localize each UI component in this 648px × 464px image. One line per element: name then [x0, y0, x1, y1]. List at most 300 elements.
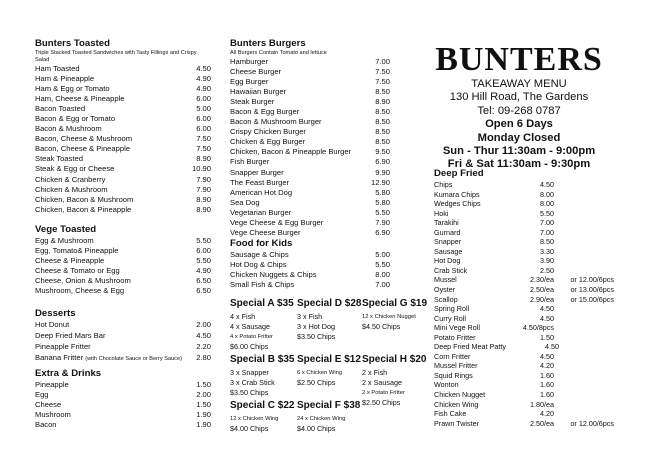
menu-item [35, 353, 211, 364]
menu-item [35, 94, 211, 104]
desserts-title: Desserts [35, 308, 76, 319]
item-name: Fish Burger [230, 157, 270, 167]
special-line: 12 x Chicken Nugget [362, 314, 416, 320]
item-price: 4.20 [540, 409, 554, 419]
item-name: Potato Fritter [434, 332, 476, 342]
item-price [554, 218, 614, 228]
item-name: Mini Vege Roll [434, 323, 480, 333]
menu-item [230, 218, 390, 228]
item-price: 8.50 [375, 127, 390, 137]
item-name: Cheese & Tomato or Egg [35, 266, 120, 276]
menu-item [35, 410, 211, 420]
special-line: $4.00 Chips [230, 424, 269, 433]
item-price: 6.90 [375, 227, 390, 237]
brand-logo: BUNTERS [435, 41, 603, 78]
menu-item [35, 144, 211, 154]
special-d-title: Special D $28 [297, 298, 362, 309]
item-price [554, 247, 614, 257]
item-price: 6.90 [375, 157, 390, 167]
special-b-title: Special B $35 [230, 354, 295, 365]
menu-subtitle: TAKEAWAY MENU [471, 78, 567, 90]
item-price: 1.60 [540, 370, 554, 380]
special-d [297, 298, 361, 342]
desserts-list [35, 320, 211, 364]
item-name: Deep Fried Meat Patty [434, 342, 506, 352]
hours-fri-sat: Fri & Sat 11:30am - 9:30pm [447, 158, 591, 171]
item-name: Ham & Pineapple [35, 74, 95, 84]
item-name: Wedges Chips [434, 199, 481, 209]
item-name: Spring Roll [434, 304, 470, 314]
special-line: 6 x Chicken Wing [297, 370, 343, 376]
item-name: Squid Rings [434, 370, 473, 380]
item-name: Pineapple [35, 380, 69, 389]
item-price: 5.50 [196, 236, 211, 245]
item-name: Steak Toasted [35, 154, 83, 164]
item-price [554, 237, 614, 247]
menu-item [434, 209, 614, 219]
item-name: Scallop [434, 294, 458, 304]
extras-section [35, 368, 211, 430]
special-g-title: Special G $19 [362, 298, 428, 309]
item-price: 7.90 [196, 174, 211, 184]
item-name: Ham & Egg or Tomato [35, 84, 110, 94]
item-name: Oyster [434, 285, 456, 295]
item-name: Wonton [434, 380, 459, 390]
item-price: 8.00 [540, 199, 554, 209]
item-name: Kumara Chips [434, 189, 480, 199]
item-price: 2.90/ea [530, 294, 554, 304]
item-name: Mushroom, Cheese & Egg [35, 286, 125, 296]
item-name: Ham, Cheese & Pineapple [35, 94, 125, 104]
item-name: Egg [35, 390, 49, 400]
item-name: Hawaiian Burger [230, 87, 287, 97]
menu-item [35, 420, 211, 430]
item-price: 12.90 [370, 177, 390, 187]
item-price: 4.50/8pcs [522, 323, 554, 333]
menu-item [230, 157, 390, 167]
item-price: 2.00 [196, 320, 211, 329]
toasted-section [35, 38, 211, 215]
burgers-list [230, 57, 390, 238]
item-price [554, 266, 614, 276]
special-line: 2 x Potato Fritter [362, 390, 405, 396]
item-name: Cheese Burger [230, 67, 282, 77]
item-name: Chicken, Bacon & Pineapple Burger [230, 147, 352, 157]
toasted-list [35, 64, 211, 215]
item-name: Mussel [434, 275, 457, 285]
item-name: Gurnard [434, 227, 461, 237]
item-price: 8.50 [540, 237, 554, 247]
item-price: 5.80 [375, 187, 390, 197]
deepfried-title: Deep Fried [434, 168, 484, 179]
item-price: 5.50 [375, 207, 390, 217]
item-name: Deep Fried Mars Bar [35, 331, 106, 341]
menu-item [35, 195, 211, 205]
item-name: Egg & Mushroom [35, 236, 94, 245]
item-price: 8.00 [375, 270, 390, 280]
item-price [554, 180, 614, 190]
item-price: 7.00 [540, 227, 554, 237]
item-name: Sausage [434, 246, 463, 256]
deepfried-list [434, 180, 614, 428]
item-name: Sea Dog [230, 197, 260, 207]
special-a [230, 298, 294, 352]
item-name: Hot Donut [35, 320, 70, 329]
item-price: 5.50 [540, 208, 554, 218]
item-name: Bacon & Egg or Tomato [35, 114, 116, 124]
item-price: 5.50 [196, 256, 211, 266]
special-h [362, 354, 426, 408]
burgers-subtitle: All Burgers Contain Tomato and lettuce [230, 50, 327, 56]
menu-item [434, 218, 614, 228]
item-name: Chicken & Egg Burger [230, 137, 306, 147]
item-price: 3.90 [540, 256, 554, 266]
special-line: $2.50 Chips [297, 378, 336, 387]
item-name: Corn Fritter [434, 351, 471, 361]
menu-item [230, 270, 390, 280]
item-name: Curry Roll [434, 313, 466, 323]
item-name: American Hot Dog [230, 187, 293, 197]
item-name: Bacon & Mushroom Burger [230, 117, 322, 127]
menu-item [230, 228, 390, 238]
menu-item [230, 107, 390, 117]
menu-item [434, 380, 614, 390]
item-name: Chips [434, 180, 453, 189]
special-line: 2 x Fish [362, 368, 388, 377]
item-price: 6.50 [196, 286, 211, 296]
menu-item [35, 84, 211, 94]
item-price: 9.90 [375, 167, 390, 177]
menu-item [230, 147, 390, 157]
special-line: 3 x Crab Stick [230, 378, 275, 387]
item-name: Chicken, Bacon & Pineapple [35, 204, 132, 214]
menu-item [35, 124, 211, 134]
menu-item [35, 236, 211, 246]
menu-item [434, 361, 614, 371]
item-price: 2.00 [196, 390, 211, 400]
item-name: Cheese & Pineapple [35, 256, 105, 266]
menu-item [35, 320, 211, 331]
item-price [554, 380, 614, 390]
item-name: Banana Fritter [35, 353, 86, 363]
special-e [297, 354, 361, 388]
item-price: 10.90 [191, 164, 211, 174]
item-price [554, 390, 614, 400]
item-name: Bacon, Cheese & Mushroom [35, 134, 133, 144]
item-price: 8.90 [196, 204, 211, 214]
menu-item [434, 314, 614, 324]
item-name: Mussel Fritter [434, 361, 478, 371]
item-price: 3.30 [540, 246, 554, 256]
item-price: 1.50 [540, 332, 554, 342]
item-name: Bacon & Mushroom [35, 124, 102, 134]
menu-item [35, 342, 211, 353]
item-price: 1.60 [540, 390, 554, 400]
item-name: Cheese, Onion & Mushroom [35, 276, 131, 286]
item-name: Mushroom [35, 410, 71, 420]
menu-item [434, 371, 614, 381]
item-price: 4.50 [540, 351, 554, 361]
item-name: Fish Cake [434, 409, 467, 419]
special-b [230, 354, 294, 398]
item-name: Steak Burger [230, 97, 275, 107]
special-line: $6.00 Chips [230, 342, 269, 351]
special-e-title: Special E $12 [297, 354, 361, 365]
menu-item [434, 199, 614, 209]
menu-item [35, 380, 211, 390]
menu-item [230, 137, 390, 147]
item-name: Egg Burger [230, 77, 269, 87]
item-name: Hot Dog & Chips [230, 260, 287, 270]
item-name: Bacon Toasted [35, 104, 86, 114]
item-name: Crispy Chicken Burger [230, 127, 306, 137]
item-name: Bacon & Egg Burger [230, 107, 300, 117]
item-price: 6.50 [196, 276, 211, 286]
item-name: Ham Toasted [35, 64, 80, 73]
item-price: 7.50 [196, 144, 211, 154]
item-name: Egg, Tomato& Pineapple [35, 246, 119, 256]
menu-item [35, 205, 211, 215]
menu-item [434, 190, 614, 200]
item-price [554, 256, 614, 266]
item-name: Vegetarian Burger [230, 207, 292, 217]
item-price: or 12.00/6pcs [570, 418, 614, 428]
item-price: 8.00 [540, 189, 554, 199]
item-price [554, 199, 614, 209]
item-name: Snapper [434, 237, 462, 247]
special-c-title: Special C $22 [230, 400, 295, 411]
vege-section [35, 224, 211, 296]
closed-day: Monday Closed [477, 131, 561, 144]
menu-item [434, 266, 614, 276]
item-price: 6.00 [196, 94, 211, 104]
item-name: Chicken, Bacon & Mushroom [35, 194, 134, 204]
menu-item [434, 285, 614, 295]
menu-item [230, 77, 390, 87]
item-price: 1.80/ea [530, 399, 554, 409]
menu-header [420, 42, 618, 172]
special-line: $3.50 Chips [230, 388, 269, 397]
menu-item [434, 237, 614, 247]
item-price [554, 190, 614, 200]
menu-item [230, 57, 390, 67]
item-price: 8.50 [375, 87, 390, 97]
burgers-section [230, 38, 390, 238]
item-price: 7.00 [375, 57, 390, 66]
menu-item [434, 180, 614, 190]
item-price [559, 342, 614, 352]
item-name: Tarakihi [434, 218, 459, 228]
menu-item [230, 260, 390, 270]
menu-item [35, 185, 211, 195]
special-line: 3 x Fish [297, 312, 323, 321]
special-c [230, 400, 294, 434]
item-price [554, 400, 614, 410]
item-name: Sausage & Chips [230, 250, 289, 259]
item-name: Chicken Wing [434, 399, 479, 409]
item-price: 7.50 [375, 77, 390, 87]
item-price: 2.30/ea [530, 275, 554, 285]
hours-sun-thur: Sun - Thur 11:30am - 9:00pm [442, 145, 596, 158]
extras-list [35, 380, 211, 430]
item-price: 4.90 [196, 84, 211, 94]
desserts-section [35, 308, 211, 364]
item-price: 1.60 [540, 380, 554, 390]
item-name: Hot Dog [434, 256, 461, 266]
item-price: 7.50 [375, 67, 390, 77]
special-line: 12 x Chicken Wing [230, 416, 279, 422]
menu-item [35, 114, 211, 124]
special-line: $4.00 Chips [297, 424, 336, 433]
item-price: 1.90 [196, 410, 211, 420]
item-price [554, 371, 614, 381]
item-price [554, 314, 614, 324]
item-price [554, 228, 614, 238]
menu-item [434, 295, 614, 305]
special-f [297, 400, 360, 434]
special-line: 3 x Snapper [230, 368, 269, 377]
item-price: 5.00 [196, 104, 211, 114]
item-price: 7.90 [196, 184, 211, 194]
item-price: 8.50 [375, 117, 390, 127]
item-price: 6.00 [196, 114, 211, 124]
item-price: 9.50 [375, 147, 390, 157]
menu-item [35, 390, 211, 400]
special-line: $4.50 Chips [362, 322, 401, 331]
kids-section [230, 238, 390, 290]
burgers-title: Bunters Burgers [230, 38, 306, 49]
item-price [554, 209, 614, 219]
item-price: 5.50 [375, 260, 390, 270]
address: 130 Hill Road, The Gardens [449, 91, 589, 104]
menu-item [35, 246, 211, 256]
item-price: 4.50 [540, 304, 554, 314]
menu-item [434, 342, 614, 352]
menu-item [434, 323, 614, 333]
vege-title: Vege Toasted [35, 224, 97, 235]
item-price: 7.50 [196, 134, 211, 144]
menu-item [35, 134, 211, 144]
deepfried-section [434, 168, 614, 428]
item-name: Hamburger [230, 57, 268, 66]
item-name: The Feast Burger [230, 177, 290, 187]
menu-item [35, 400, 211, 410]
item-price [554, 304, 614, 314]
toasted-subtitle: Triple Stacked Toasted Sandwiches with Tasty Fillings and Crispy Salad [35, 50, 197, 63]
menu-item [230, 127, 390, 137]
item-price: 4.50 [540, 180, 554, 189]
menu-item [434, 400, 614, 410]
menu-item [230, 250, 390, 260]
item-price: 4.50 [540, 313, 554, 323]
item-price: 2.80 [196, 353, 211, 363]
menu-item [434, 390, 614, 400]
menu-item [230, 117, 390, 127]
item-price: 8.90 [196, 194, 211, 204]
item-price: 2.50 [540, 265, 554, 275]
item-name: Hoki [434, 208, 449, 218]
menu-item [230, 198, 390, 208]
item-name: Cheese [35, 400, 62, 410]
phone: Tel: 09-268 0787 [477, 104, 561, 117]
item-name: Prawn Twister [434, 418, 480, 428]
item-price: 6.00 [196, 124, 211, 134]
item-price: 5.00 [375, 250, 390, 259]
item-name: Small Fish & Chips [230, 280, 295, 290]
item-price: 4.20 [540, 361, 554, 371]
item-name: Bacon [35, 420, 57, 430]
menu-item [35, 266, 211, 276]
menu-item [434, 333, 614, 343]
special-line: 3 x Hot Dog [297, 322, 335, 331]
toasted-title: Bunters Toasted [35, 38, 110, 49]
extras-title: Extra & Drinks [35, 368, 102, 379]
special-g [362, 298, 427, 332]
special-line: 4 x Potato Fritter [230, 334, 273, 340]
menu-item [35, 331, 211, 342]
special-line: 4 x Fish [230, 312, 256, 321]
item-price [554, 323, 614, 333]
item-price: or 13.00/6pcs [570, 285, 614, 295]
item-price: or 15.00/6pcs [570, 294, 614, 304]
item-price [554, 352, 614, 362]
special-line: 24 x Chicken Wing [297, 416, 346, 422]
menu-item [230, 87, 390, 97]
menu-item [434, 419, 614, 429]
item-name: Vege Cheese Burger [230, 227, 301, 237]
item-price: 8.50 [375, 137, 390, 147]
item-name: Crab Stick [434, 265, 468, 275]
menu-item [230, 208, 390, 218]
menu-item [35, 276, 211, 286]
menu-item [434, 409, 614, 419]
menu-item [434, 304, 614, 314]
menu-item [35, 104, 211, 114]
item-price: 1.50 [196, 400, 211, 410]
item-price: 1.90 [196, 420, 211, 430]
item-price: 8.90 [375, 97, 390, 107]
menu-item [35, 164, 211, 174]
menu-item [35, 256, 211, 266]
item-name: Steak & Egg or Cheese [35, 164, 115, 174]
menu-item [230, 178, 390, 188]
menu-item [35, 64, 211, 74]
menu-item [230, 67, 390, 77]
item-price [554, 361, 614, 371]
open-days: Open 6 Days [485, 118, 553, 131]
item-price: 8.50 [375, 107, 390, 117]
menu-item [230, 188, 390, 198]
item-price: 2.50/ea [530, 418, 554, 428]
menu-item [35, 175, 211, 185]
menu-item [35, 74, 211, 84]
item-price: 7.00 [375, 280, 390, 290]
item-name: Chicken Nugget [434, 390, 486, 400]
item-name: Pineapple Fritter [35, 342, 91, 352]
item-price [554, 333, 614, 343]
item-note: (with Chocolate Sauce or Berry Sauce) [85, 356, 182, 363]
vege-list [35, 236, 211, 296]
item-price: 7.90 [375, 217, 390, 227]
item-price: 4.90 [196, 266, 211, 276]
kids-title: Food for Kids [230, 238, 293, 249]
menu-item [434, 228, 614, 238]
item-price: 4.50 [196, 64, 211, 73]
special-line: $3.50 Chips [297, 332, 336, 341]
special-a-title: Special A $35 [230, 298, 294, 309]
item-price: 2.20 [196, 342, 211, 352]
item-price: or 12.00/6pcs [570, 275, 614, 285]
